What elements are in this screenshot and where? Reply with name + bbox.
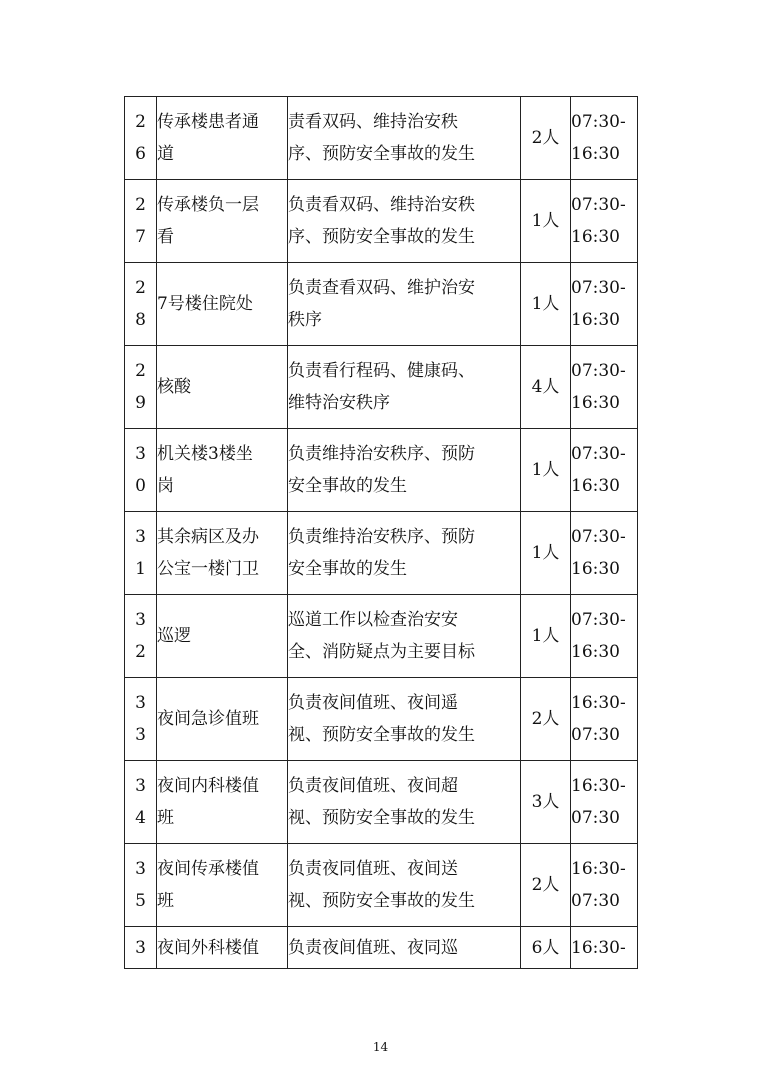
staff-count: 6人 [521,927,571,969]
shift-time [571,595,638,678]
post-location-line: 公宝一楼门卫 [157,559,259,579]
row-number-line: 2 [135,642,146,662]
duty-description: 负责夜间值班、夜同巡 [288,927,521,969]
row-number-line: 3 [135,444,146,464]
shift-time-line: 16:30- [571,859,626,879]
row-number [125,429,157,512]
shift-time-line: 16:30- [571,776,626,796]
post-location-line: 夜间急诊值班 [157,709,259,729]
post-location-line: 传承楼负一层 [157,195,259,215]
duty-description-line: 序、预防安全事故的发生 [288,144,475,164]
post-location [157,844,288,927]
post-location-line: 巡逻 [157,626,191,646]
duty-description-line: 序、预防安全事故的发生 [288,227,475,247]
post-location-line: 班 [157,891,174,911]
post-location-line: 7号楼住院处 [157,294,253,314]
table-row [125,844,638,927]
row-number [125,180,157,263]
shift-time-line: 07:30- [571,112,626,132]
post-location [157,346,288,429]
staff-count: 2人 [521,97,571,180]
shift-time [571,180,638,263]
row-number [125,595,157,678]
row-number-line: 2 [135,195,146,215]
shift-time [571,844,638,927]
row-number: 3 [125,927,157,969]
post-location [157,512,288,595]
table-row [125,761,638,844]
post-location-line: 班 [157,808,174,828]
staff-count: 1人 [521,595,571,678]
shift-time-line: 07:30 [571,891,620,911]
shift-time [571,761,638,844]
table-row [125,429,638,512]
duty-description-line: 负责夜间值班、夜间遥 [288,693,458,713]
shift-time-line: 07:30- [571,610,626,630]
duty-description-line: 负责看双码、维持治安秩 [288,195,475,215]
staff-count: 1人 [521,429,571,512]
row-number [125,844,157,927]
shift-time-line: 16:30 [571,559,620,579]
shift-time-line: 07:30- [571,195,626,215]
duty-description [288,180,521,263]
duty-schedule-table [124,96,638,969]
post-location [157,429,288,512]
staff-count: 2人 [521,678,571,761]
duty-description-line: 视、预防安全事故的发生 [288,808,475,828]
duty-description-line: 全、消防疑点为主要目标 [288,642,475,662]
duty-description-line: 负责夜间值班、夜间超 [288,776,458,796]
table-row [125,927,638,969]
page-number: 14 [372,1040,389,1054]
duty-description-line: 负责维持治安秩序、预防 [288,527,475,547]
row-number-line: 2 [135,361,146,381]
row-number-line: 6 [135,144,146,164]
duty-description-line: 视、预防安全事故的发生 [288,891,475,911]
shift-time-line: 07:30- [571,527,626,547]
shift-time-line: 16:30 [571,393,620,413]
table-row [125,180,638,263]
duty-description-line: 负责看行程码、健康码、 [288,361,475,381]
duty-description [288,595,521,678]
staff-count: 1人 [521,180,571,263]
table-row [125,346,638,429]
duty-description-line: 维特治安秩序 [288,393,390,413]
duty-description [288,761,521,844]
duty-description-line: 负责夜同值班、夜间送 [288,859,458,879]
shift-time [571,512,638,595]
duty-description-line: 负责维持治安秩序、预防 [288,444,475,464]
table-row [125,97,638,180]
duty-description-line: 安全事故的发生 [288,559,407,579]
row-number-line: 3 [135,776,146,796]
shift-time-line: 16:30 [571,642,620,662]
shift-time-line: 07:30- [571,444,626,464]
post-location-line: 看 [157,227,174,247]
shift-time [571,346,638,429]
row-number-line: 5 [135,891,146,911]
shift-time-line: 16:30- [571,693,626,713]
row-number-line: 3 [135,527,146,547]
staff-count: 4人 [521,346,571,429]
duty-description-line: 负责查看双码、维护治安 [288,278,475,298]
duty-description-line: 秩序 [288,310,322,330]
post-location [157,97,288,180]
duty-description [288,263,521,346]
shift-time-line: 07:30- [571,278,626,298]
duty-description-line: 安全事故的发生 [288,476,407,496]
duty-description-line: 巡道工作以检查治安安 [288,610,458,630]
shift-time-line: 16:30 [571,227,620,247]
shift-time-line: 07:30 [571,808,620,828]
duty-description-line: 责看双码、维持治安秩 [288,112,458,132]
shift-time [571,97,638,180]
post-location: 夜间外科楼值 [157,927,288,969]
shift-time [571,429,638,512]
duty-description [288,844,521,927]
staff-count: 3人 [521,761,571,844]
duty-description-line: 视、预防安全事故的发生 [288,725,475,745]
post-location [157,595,288,678]
post-location-line: 夜间传承楼值 [157,859,259,879]
row-number-line: 2 [135,278,146,298]
row-number-line: 3 [135,725,146,745]
post-location-line: 夜间内科楼值 [157,776,259,796]
row-number-line: 2 [135,112,146,132]
staff-count: 1人 [521,512,571,595]
row-number-line: 8 [135,310,146,330]
shift-time-line: 16:30 [571,476,620,496]
shift-time-line: 07:30- [571,361,626,381]
table-row [125,512,638,595]
row-number-line: 3 [135,693,146,713]
shift-time [571,678,638,761]
duty-description [288,429,521,512]
staff-count: 2人 [521,844,571,927]
post-location-line: 岗 [157,476,174,496]
row-number [125,346,157,429]
row-number-line: 9 [135,393,146,413]
row-number-line: 0 [135,476,146,496]
duty-description [288,97,521,180]
row-number-line: 7 [135,227,146,247]
row-number-line: 1 [135,559,146,579]
duty-description [288,678,521,761]
shift-time-line: 07:30 [571,725,620,745]
post-location-line: 传承楼患者通 [157,112,259,132]
row-number [125,97,157,180]
post-location [157,180,288,263]
staff-count: 1人 [521,263,571,346]
row-number-line: 4 [135,808,146,828]
table-row [125,263,638,346]
post-location-line: 道 [157,144,174,164]
duty-description [288,346,521,429]
post-location-line: 机关楼3楼坐 [157,444,253,464]
post-location [157,678,288,761]
shift-time: 16:30- [571,927,638,969]
row-number [125,263,157,346]
post-location [157,263,288,346]
row-number-line: 3 [135,859,146,879]
duty-description [288,512,521,595]
row-number-line: 3 [135,610,146,630]
table-row [125,595,638,678]
shift-time [571,263,638,346]
row-number [125,761,157,844]
shift-time-line: 16:30 [571,144,620,164]
row-number [125,512,157,595]
post-location-line: 其余病区及办 [157,527,259,547]
row-number [125,678,157,761]
table-row [125,678,638,761]
shift-time-line: 16:30 [571,310,620,330]
post-location-line: 核酸 [157,377,191,397]
post-location [157,761,288,844]
